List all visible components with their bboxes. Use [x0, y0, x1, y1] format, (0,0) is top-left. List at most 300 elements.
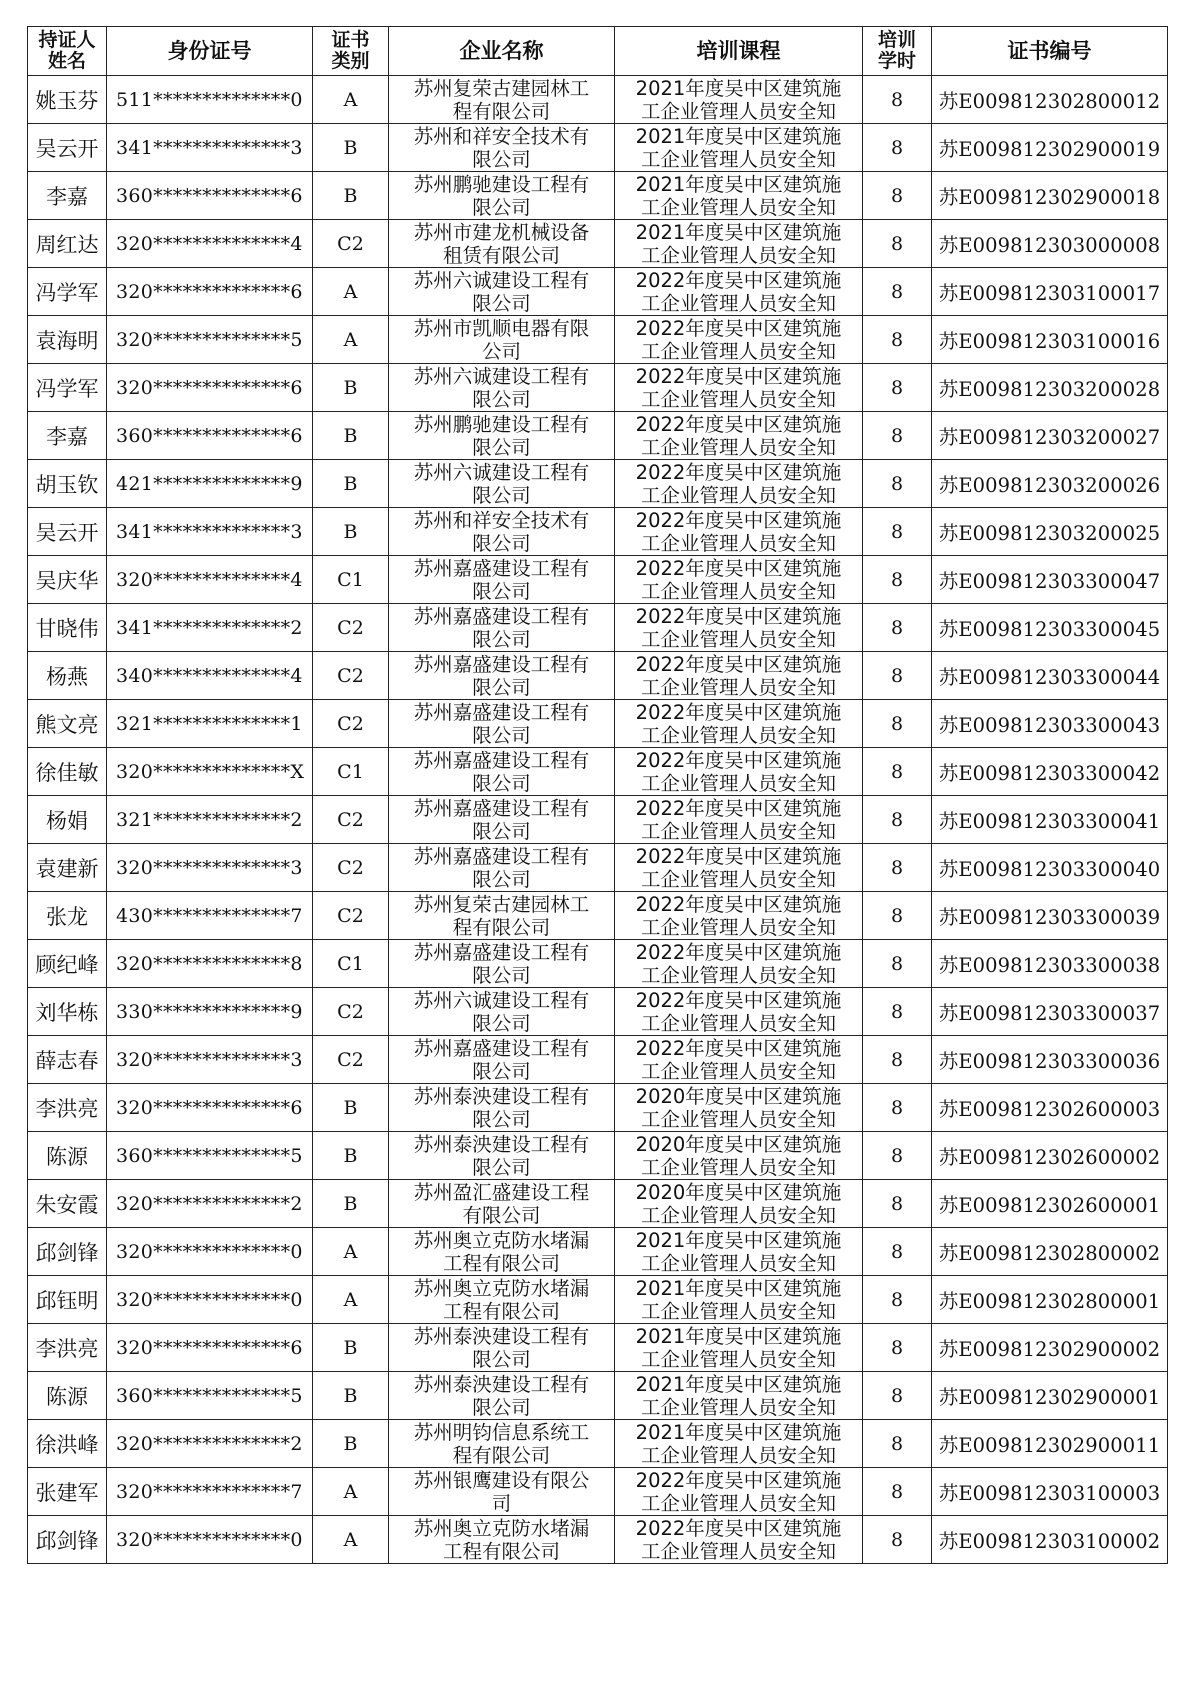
- course-name-wrapper: [615, 1132, 862, 1179]
- company-name-wrapper: [389, 1084, 614, 1131]
- cert-category-wrapper: [313, 1228, 388, 1275]
- course-name-wrapper: [615, 988, 862, 1035]
- holder-name: 袁海明: [35, 328, 99, 353]
- training-hours-cell: [863, 844, 932, 892]
- cert-category: A: [343, 1240, 358, 1263]
- holder-name: 杨娟: [46, 808, 88, 833]
- cert-number-cell: [932, 172, 1168, 220]
- holder-name-wrapper: [28, 1468, 106, 1515]
- id-number: 360**************5: [116, 1144, 303, 1167]
- company-name: 苏州和祥安全技术有限公司: [413, 125, 590, 171]
- cert-category-wrapper: [313, 1276, 388, 1323]
- holder-name: 吴云开: [35, 520, 99, 545]
- holder-name-cell: [28, 1516, 107, 1564]
- id-number: 320**************6: [116, 1336, 303, 1359]
- course-name-wrapper: [615, 1276, 862, 1323]
- id-number-cell: [107, 1516, 313, 1564]
- cert-number-wrapper: [932, 556, 1167, 603]
- cert-number-cell: [932, 1132, 1168, 1180]
- company-name-wrapper: [389, 844, 614, 891]
- holder-name: 吴云开: [35, 136, 99, 161]
- holder-name: 袁建新: [35, 856, 99, 881]
- holder-name-cell: [28, 1468, 107, 1516]
- course-name-wrapper: [615, 892, 862, 939]
- cert-category-wrapper: [313, 1372, 388, 1419]
- table-row: [28, 1468, 1168, 1516]
- id-number-wrapper: [107, 1180, 312, 1227]
- cert-category: B: [343, 1384, 358, 1407]
- course-name-wrapper: [615, 1516, 862, 1563]
- table-row: [28, 604, 1168, 652]
- training-hours: 8: [890, 1192, 904, 1215]
- company-name-wrapper: [389, 748, 614, 795]
- table-header: [28, 27, 1168, 76]
- holder-name: 薛志春: [35, 1048, 99, 1073]
- cert-category-cell: [313, 796, 389, 844]
- course-name-cell: [615, 76, 863, 124]
- cert-number: 苏E009812302800002: [938, 1241, 1161, 1265]
- cert-number-wrapper: [932, 1132, 1167, 1179]
- id-number-wrapper: [107, 604, 312, 651]
- cert-category-wrapper: [313, 1468, 388, 1515]
- course-name: 2022年度吴中区建筑施工企业管理人员安全知: [635, 749, 842, 795]
- course-name: 2021年度吴中区建筑施工企业管理人员安全知: [635, 125, 842, 171]
- cert-number-wrapper: [932, 1036, 1167, 1083]
- training-hours-cell: [863, 1372, 932, 1420]
- id-number: 320**************6: [116, 280, 303, 303]
- holder-name: 李洪亮: [35, 1096, 99, 1121]
- cert-number-cell: [932, 1468, 1168, 1516]
- cert-category-cell: [313, 460, 389, 508]
- holder-name-wrapper: [28, 796, 106, 843]
- company-name: 苏州六诚建设工程有限公司: [413, 365, 590, 411]
- training-hours-cell: [863, 220, 932, 268]
- cert-number-cell: [932, 220, 1168, 268]
- training-hours: 8: [890, 1336, 904, 1359]
- cert-category: B: [343, 136, 358, 159]
- course-name-wrapper: [615, 1324, 862, 1371]
- cert-number-cell: [932, 460, 1168, 508]
- course-name: 2022年度吴中区建筑施工企业管理人员安全知: [635, 1517, 842, 1563]
- holder-name-cell: [28, 1228, 107, 1276]
- cert-number-cell: [932, 748, 1168, 796]
- training-hours: 8: [890, 280, 904, 303]
- holder-name-wrapper: [28, 700, 106, 747]
- table-row: [28, 220, 1168, 268]
- header-hours: [863, 27, 932, 76]
- training-hours-wrapper: [863, 988, 931, 1035]
- id-number-wrapper: [107, 652, 312, 699]
- cert-category-wrapper: [313, 748, 388, 795]
- header-id-number: 身份证号: [107, 27, 313, 76]
- holder-name-wrapper: [28, 1132, 106, 1179]
- table-row: [28, 652, 1168, 700]
- course-name: 2021年度吴中区建筑施工企业管理人员安全知: [635, 1325, 842, 1371]
- cert-category-wrapper: [313, 220, 388, 267]
- cert-number-cell: [932, 412, 1168, 460]
- course-name-cell: [615, 364, 863, 412]
- training-hours-cell: [863, 988, 932, 1036]
- holder-name: 杨燕: [46, 664, 88, 689]
- course-name: 2022年度吴中区建筑施工企业管理人员安全知: [635, 1469, 842, 1515]
- cert-category-cell: [313, 268, 389, 316]
- id-number: 320**************X: [116, 760, 305, 783]
- training-hours: 8: [890, 760, 904, 783]
- cert-category: C2: [337, 1048, 364, 1071]
- id-number-cell: [107, 364, 313, 412]
- id-number-cell: [107, 1036, 313, 1084]
- holder-name-wrapper: [28, 316, 106, 363]
- cert-number-wrapper: [932, 1372, 1167, 1419]
- id-number-wrapper: [107, 1084, 312, 1131]
- id-number-wrapper: [107, 796, 312, 843]
- course-name: 2022年度吴中区建筑施工企业管理人员安全知: [635, 509, 842, 555]
- cert-category-cell: [313, 508, 389, 556]
- cert-number: 苏E009812302900002: [938, 1337, 1161, 1361]
- id-number: 320**************6: [116, 1096, 303, 1119]
- company-name-wrapper: [389, 604, 614, 651]
- training-hours: 8: [890, 1384, 904, 1407]
- id-number: 320**************0: [116, 1240, 303, 1263]
- course-name: 2020年度吴中区建筑施工企业管理人员安全知: [635, 1181, 842, 1227]
- training-hours-wrapper: [863, 892, 931, 939]
- training-hours-cell: [863, 1276, 932, 1324]
- training-hours-cell: [863, 1180, 932, 1228]
- training-hours: 8: [890, 184, 904, 207]
- id-number-cell: [107, 76, 313, 124]
- cert-category-cell: [313, 1036, 389, 1084]
- id-number-wrapper: [107, 892, 312, 939]
- id-number-cell: [107, 1372, 313, 1420]
- cert-number-wrapper: [932, 1468, 1167, 1515]
- course-name: 2022年度吴中区建筑施工企业管理人员安全知: [635, 845, 842, 891]
- company-name: 苏州嘉盛建设工程有限公司: [413, 941, 590, 987]
- id-number-cell: [107, 172, 313, 220]
- id-number-cell: [107, 892, 313, 940]
- cert-number-cell: [932, 892, 1168, 940]
- company-name: 苏州盈汇盛建设工程有限公司: [413, 1181, 590, 1227]
- holder-name-cell: [28, 700, 107, 748]
- training-hours-wrapper: [863, 364, 931, 411]
- course-name-cell: [615, 412, 863, 460]
- company-name-wrapper: [389, 1324, 614, 1371]
- table-row: [28, 1372, 1168, 1420]
- company-name: 苏州奥立克防水堵漏工程有限公司: [413, 1517, 590, 1563]
- course-name-cell: [615, 1468, 863, 1516]
- holder-name-wrapper: [28, 1420, 106, 1467]
- cert-number: 苏E009812303200027: [938, 425, 1161, 449]
- company-name: 苏州嘉盛建设工程有限公司: [413, 701, 590, 747]
- id-number-cell: [107, 844, 313, 892]
- cert-category: B: [343, 184, 358, 207]
- cert-number-wrapper: [932, 172, 1167, 219]
- training-hours-cell: [863, 508, 932, 556]
- course-name-wrapper: [615, 652, 862, 699]
- cert-category-wrapper: [313, 556, 388, 603]
- cert-category: A: [343, 1528, 358, 1551]
- company-name: 苏州六诚建设工程有限公司: [413, 989, 590, 1035]
- cert-number-cell: [932, 316, 1168, 364]
- company-name-wrapper: [389, 940, 614, 987]
- cert-number: 苏E009812303300037: [938, 1001, 1161, 1025]
- cert-category-wrapper: [313, 508, 388, 555]
- course-name-wrapper: [615, 316, 862, 363]
- cert-number-cell: [932, 988, 1168, 1036]
- cert-number: 苏E009812303100017: [938, 281, 1161, 305]
- holder-name: 邱剑锋: [35, 1240, 99, 1265]
- course-name: 2021年度吴中区建筑施工企业管理人员安全知: [635, 1373, 842, 1419]
- company-name-wrapper: [389, 1180, 614, 1227]
- company-name-wrapper: [389, 892, 614, 939]
- id-number-wrapper: [107, 1228, 312, 1275]
- training-hours-cell: [863, 364, 932, 412]
- holder-name-wrapper: [28, 1324, 106, 1371]
- course-name-cell: [615, 700, 863, 748]
- cert-category: C1: [337, 952, 364, 975]
- holder-name-cell: [28, 1180, 107, 1228]
- holder-name: 邱剑锋: [35, 1528, 99, 1553]
- company-name-cell: [389, 1468, 615, 1516]
- cert-category-cell: [313, 1516, 389, 1564]
- company-name-cell: [389, 604, 615, 652]
- cert-number: 苏E009812303300042: [938, 761, 1161, 785]
- training-hours-wrapper: [863, 316, 931, 363]
- holder-name-cell: [28, 892, 107, 940]
- id-number-cell: [107, 1228, 313, 1276]
- cert-number: 苏E009812303100016: [938, 329, 1161, 353]
- cert-category: B: [343, 424, 358, 447]
- company-name-cell: [389, 364, 615, 412]
- course-name: 2021年度吴中区建筑施工企业管理人员安全知: [635, 221, 842, 267]
- training-hours-wrapper: [863, 700, 931, 747]
- id-number: 321**************2: [116, 808, 303, 831]
- cert-number: 苏E009812302800012: [938, 89, 1161, 113]
- id-number: 320**************8: [116, 952, 303, 975]
- table-row: [28, 1180, 1168, 1228]
- cert-number-wrapper: [932, 1516, 1167, 1563]
- id-number: 320**************4: [116, 232, 303, 255]
- cert-category-cell: [313, 652, 389, 700]
- course-name-cell: [615, 1228, 863, 1276]
- id-number-wrapper: [107, 556, 312, 603]
- holder-name: 甘晓伟: [35, 616, 99, 641]
- training-hours-wrapper: [863, 268, 931, 315]
- id-number: 320**************3: [116, 856, 303, 879]
- holder-name-wrapper: [28, 412, 106, 459]
- company-name-wrapper: [389, 460, 614, 507]
- id-number-wrapper: [107, 1372, 312, 1419]
- id-number-cell: [107, 700, 313, 748]
- id-number-wrapper: [107, 1468, 312, 1515]
- training-hours-wrapper: [863, 460, 931, 507]
- cert-category: C2: [337, 808, 364, 831]
- course-name-cell: [615, 1324, 863, 1372]
- cert-number: 苏E009812303300045: [938, 617, 1161, 641]
- holder-name: 徐洪峰: [35, 1432, 99, 1457]
- course-name: 2022年度吴中区建筑施工企业管理人员安全知: [635, 893, 842, 939]
- course-name-wrapper: [615, 1228, 862, 1275]
- table-row: [28, 1228, 1168, 1276]
- cert-category-cell: [313, 1228, 389, 1276]
- cert-number-wrapper: [932, 1324, 1167, 1371]
- cert-number-wrapper: [932, 124, 1167, 171]
- cert-number-wrapper: [932, 508, 1167, 555]
- cert-category-wrapper: [313, 124, 388, 171]
- holder-name: 周红达: [35, 232, 99, 257]
- cert-number: 苏E009812302900011: [938, 1433, 1161, 1457]
- cert-number-wrapper: [932, 1084, 1167, 1131]
- header-cert-category: [313, 27, 389, 76]
- cert-number-cell: [932, 1372, 1168, 1420]
- id-number-wrapper: [107, 748, 312, 795]
- course-name-cell: [615, 172, 863, 220]
- course-name-wrapper: [615, 76, 862, 123]
- training-hours-wrapper: [863, 1132, 931, 1179]
- cert-number-wrapper: [932, 652, 1167, 699]
- cert-number-wrapper: [932, 940, 1167, 987]
- training-hours: 8: [890, 568, 904, 591]
- cert-category: B: [343, 1096, 358, 1119]
- id-number-cell: [107, 940, 313, 988]
- company-name-cell: [389, 796, 615, 844]
- table-row: [28, 1036, 1168, 1084]
- holder-name-cell: [28, 508, 107, 556]
- training-hours-cell: [863, 1228, 932, 1276]
- course-name: 2022年度吴中区建筑施工企业管理人员安全知: [635, 989, 842, 1035]
- company-name-cell: [389, 220, 615, 268]
- cert-category-wrapper: [313, 460, 388, 507]
- company-name-cell: [389, 1516, 615, 1564]
- holder-name-cell: [28, 268, 107, 316]
- cert-number-cell: [932, 364, 1168, 412]
- id-number-wrapper: [107, 316, 312, 363]
- training-hours-cell: [863, 796, 932, 844]
- course-name-cell: [615, 940, 863, 988]
- company-name: 苏州鹏驰建设工程有限公司: [413, 413, 590, 459]
- course-name-wrapper: [615, 1180, 862, 1227]
- holder-name: 李嘉: [46, 184, 88, 209]
- training-hours: 8: [890, 1528, 904, 1551]
- cert-category-cell: [313, 1132, 389, 1180]
- training-hours-cell: [863, 1420, 932, 1468]
- holder-name-wrapper: [28, 1228, 106, 1275]
- company-name: 苏州明钧信息系统工程有限公司: [413, 1421, 590, 1467]
- cert-category-cell: [313, 1372, 389, 1420]
- training-hours-cell: [863, 1084, 932, 1132]
- holder-name-wrapper: [28, 604, 106, 651]
- course-name-cell: [615, 604, 863, 652]
- cert-number-cell: [932, 1276, 1168, 1324]
- cert-number-wrapper: [932, 1228, 1167, 1275]
- holder-name-cell: [28, 124, 107, 172]
- cert-category-wrapper: [313, 988, 388, 1035]
- company-name-wrapper: [389, 172, 614, 219]
- cert-category-cell: [313, 988, 389, 1036]
- course-name-cell: [615, 1036, 863, 1084]
- company-name-cell: [389, 76, 615, 124]
- table-row: [28, 316, 1168, 364]
- cert-category: B: [343, 1144, 358, 1167]
- cert-number: 苏E009812303200028: [938, 377, 1161, 401]
- id-number-wrapper: [107, 268, 312, 315]
- cert-number-wrapper: [932, 76, 1167, 123]
- cert-number: 苏E009812303200025: [938, 521, 1161, 545]
- id-number-cell: [107, 508, 313, 556]
- company-name-cell: [389, 748, 615, 796]
- training-hours: 8: [890, 520, 904, 543]
- cert-category: C2: [337, 904, 364, 927]
- course-name-cell: [615, 796, 863, 844]
- holder-name-cell: [28, 1132, 107, 1180]
- cert-category: C2: [337, 1000, 364, 1023]
- course-name: 2022年度吴中区建筑施工企业管理人员安全知: [635, 317, 842, 363]
- company-name: 苏州嘉盛建设工程有限公司: [413, 605, 590, 651]
- company-name: 苏州泰泱建设工程有限公司: [413, 1325, 590, 1371]
- header-cert-category-line1: 证书: [331, 29, 370, 51]
- company-name-cell: [389, 844, 615, 892]
- holder-name: 熊文亮: [35, 712, 99, 737]
- company-name-wrapper: [389, 412, 614, 459]
- cert-number: 苏E009812303300044: [938, 665, 1161, 689]
- id-number-cell: [107, 460, 313, 508]
- id-number-cell: [107, 988, 313, 1036]
- training-hours-wrapper: [863, 508, 931, 555]
- cert-number: 苏E009812302900018: [938, 185, 1161, 209]
- training-hours-cell: [863, 652, 932, 700]
- cert-category: C1: [337, 568, 364, 591]
- table-row: [28, 940, 1168, 988]
- training-hours-cell: [863, 1132, 932, 1180]
- header-row: [28, 27, 1168, 76]
- company-name-cell: [389, 508, 615, 556]
- table-row: [28, 556, 1168, 604]
- cert-category-cell: [313, 172, 389, 220]
- course-name: 2020年度吴中区建筑施工企业管理人员安全知: [635, 1085, 842, 1131]
- cert-number-wrapper: [932, 412, 1167, 459]
- table-row: [28, 988, 1168, 1036]
- training-hours: 8: [890, 1096, 904, 1119]
- cert-category-wrapper: [313, 1324, 388, 1371]
- training-hours: 8: [890, 904, 904, 927]
- training-hours-cell: [863, 1516, 932, 1564]
- holder-name: 张龙: [46, 904, 88, 929]
- company-name: 苏州市建龙机械设备租赁有限公司: [413, 221, 590, 267]
- cert-number-cell: [932, 700, 1168, 748]
- company-name: 苏州鹏驰建设工程有限公司: [413, 173, 590, 219]
- id-number: 321**************1: [116, 712, 303, 735]
- holder-name-cell: [28, 940, 107, 988]
- cert-number-cell: [932, 652, 1168, 700]
- cert-number-wrapper: [932, 1420, 1167, 1467]
- cert-number-wrapper: [932, 268, 1167, 315]
- course-name-cell: [615, 316, 863, 364]
- training-hours: 8: [890, 808, 904, 831]
- cert-category: A: [343, 328, 358, 351]
- training-hours: 8: [890, 856, 904, 879]
- id-number: 320**************4: [116, 568, 303, 591]
- cert-number-cell: [932, 1420, 1168, 1468]
- course-name: 2022年度吴中区建筑施工企业管理人员安全知: [635, 941, 842, 987]
- cert-category-cell: [313, 412, 389, 460]
- id-number-cell: [107, 1180, 313, 1228]
- cert-category-wrapper: [313, 700, 388, 747]
- course-name: 2021年度吴中区建筑施工企业管理人员安全知: [635, 77, 842, 123]
- company-name-wrapper: [389, 796, 614, 843]
- header-holder-name: [28, 27, 107, 76]
- training-hours-wrapper: [863, 172, 931, 219]
- holder-name-wrapper: [28, 172, 106, 219]
- id-number: 320**************3: [116, 1048, 303, 1071]
